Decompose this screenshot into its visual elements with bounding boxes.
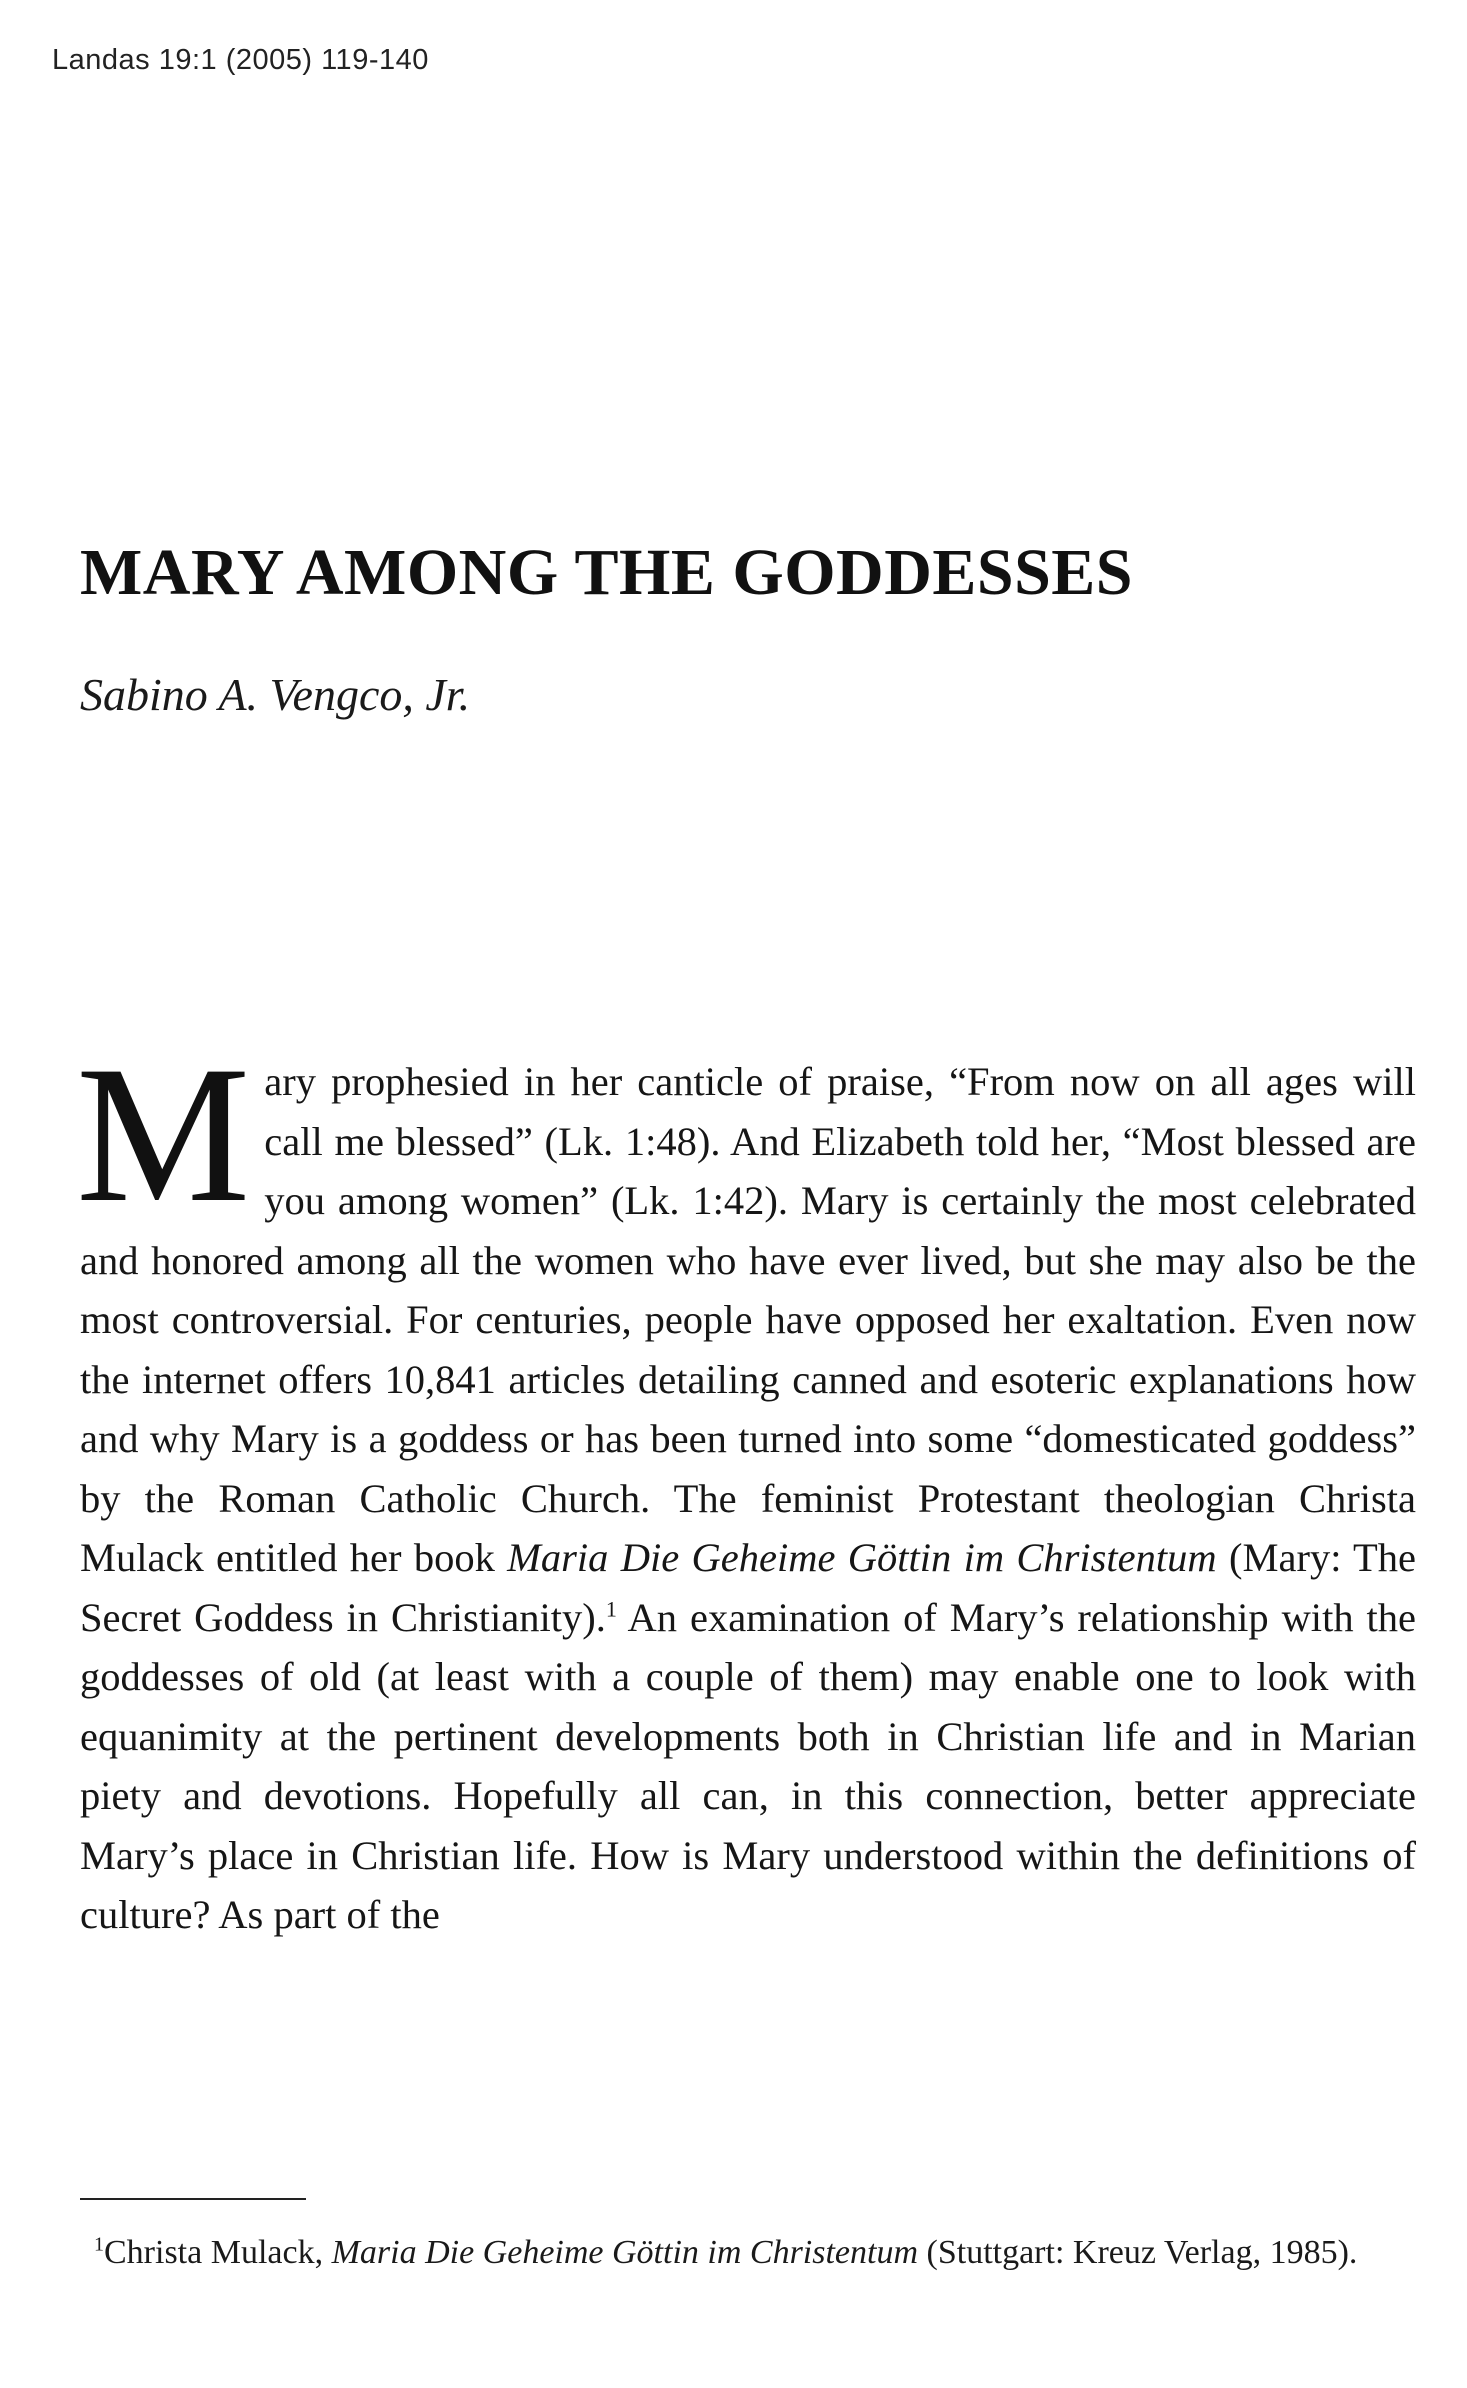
book-title: Maria Die Geheime Göttin im Christentum (507, 1535, 1217, 1580)
footnote-reference: 1 (605, 1596, 617, 1621)
article-title: MARY AMONG THE GODDESSES (80, 536, 1134, 609)
drop-cap: M (76, 1026, 251, 1243)
footnote-author: Christa Mulack, (104, 2234, 332, 2271)
footnote-number: 1 (94, 2233, 104, 2256)
footnote-book-title: Maria Die Geheime Göttin im Christentum (331, 2234, 919, 2271)
body-text-segment-2: (Mary: The Secret Goddess in Christianity). (80, 1535, 1417, 1640)
body-text-segment-3: An examination of Mary’s relationship with the goddesses of old (at least with a couple of them) may enable one to look with equanimity at the pertinent developments both in Christian life and in Marian piety and devotions. Hopefully all can, in this connection, better appreciate Mary’s place in Christian life. How is Mary understood within the definitions of culture? As part of the (80, 1594, 1416, 1937)
body-paragraph (76, 1026, 1417, 1945)
body-text-segment-1: ary prophesied in her canticle of praise, “From now on all ages will call me blessed” (Lk. 1:48). And Elizabeth told her, “Most blessed are you among women” (Lk. 1:42). Mary is certainly the most celebrated and honored among all the women who have ever lived, but she may also be the most controversial. For centuries, people have opposed her exaltation. Even now the internet offers 10,841 articles detailing canned and esoteric explanations how and why Mary is a goddess or has been turned into some “domesticated goddess” by the Roman Catholic Church. The feminist Protestant theologian Christa Mulack entitled her book (80, 1059, 1416, 1580)
running-head: Landas 19:1 (2005) 119-140 (52, 44, 429, 76)
footnote (80, 2228, 1416, 2278)
article-author: Sabino A. Vengco, Jr. (80, 669, 471, 720)
footnote-divider (80, 2198, 306, 2200)
footnote-publication: (Stuttgart: Kreuz Verlag, 1985). (918, 2234, 1358, 2271)
